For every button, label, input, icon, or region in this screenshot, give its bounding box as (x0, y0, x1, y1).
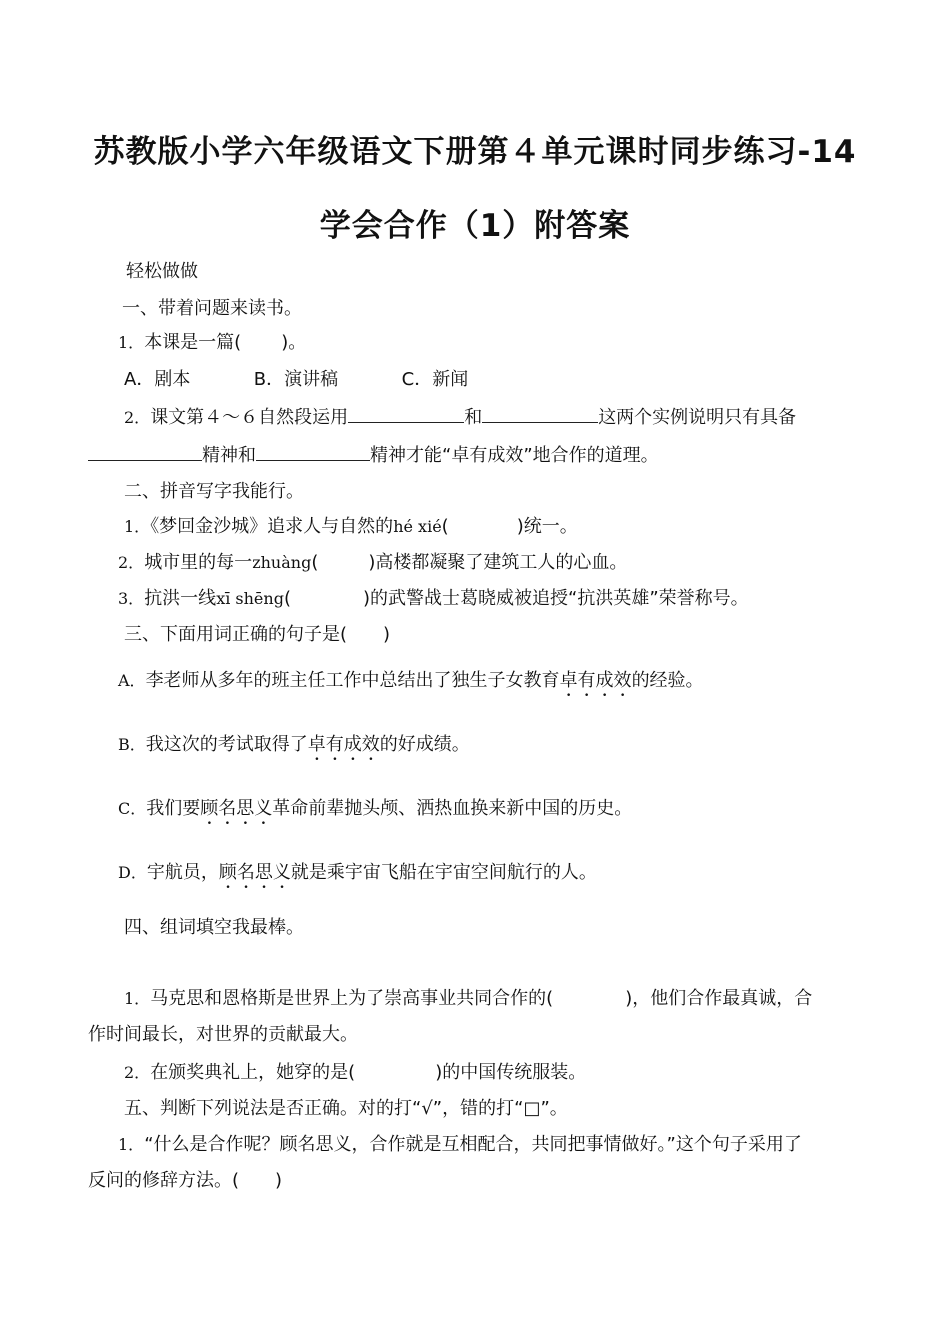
s5-question-1-cont[interactable]: 反问的修辞方法。( ) (88, 1170, 283, 1191)
s3-option-a[interactable]: A．李老师从多年的班主任工作中总结出了独生子女教育卓有成效的经验。 (118, 670, 704, 691)
dotted-phrase: 卓有成效 (307, 734, 380, 755)
option-a[interactable]: A．剧本 (124, 369, 191, 390)
fill-blank[interactable] (88, 442, 202, 461)
s2-question-3: 3．抗洪一线xī shēng( )的武警战士葛晓威被追授“抗洪英雄”荣誉称号。 (118, 588, 749, 609)
fill-blank[interactable] (256, 442, 370, 461)
s3-option-b[interactable]: B．我这次的考试取得了卓有成效的好成绩。 (118, 734, 470, 755)
section-5-heading: 五、判断下列说法是否正确。对的打“√”，错的打“□”。 (124, 1098, 568, 1119)
section-1-heading: 一、带着问题来读书。 (122, 298, 302, 319)
s1-question-1: 1．本课是一篇( )。 (118, 332, 307, 353)
dotted-phrase: 顾名思义 (218, 862, 291, 883)
s3-option-c[interactable]: C．我们要顾名思义革命前辈抛头颅、洒热血换来新中国的历史。 (118, 798, 633, 819)
s1-options (124, 368, 468, 392)
s5-question-1: 1．“什么是合作呢？顾名思义，合作就是互相配合，共同把事情做好。”这个句子采用了 (118, 1134, 802, 1155)
page-title-line1: 苏教版小学六年级语文下册第４单元课时同步练习-14 (93, 134, 857, 170)
dotted-phrase: 卓有成效 (559, 670, 632, 691)
section-4-heading: 四、组词填空我最棒。 (124, 917, 304, 938)
s4-question-1-cont: 作时间最长，对世界的贡献最大。 (88, 1024, 358, 1045)
s1-question-2-cont: 精神和 精神才能“卓有成效”地合作的道理。 (88, 442, 659, 468)
dotted-phrase: 顾名思义 (200, 798, 273, 819)
section-2-heading: 二、拼音写字我能行。 (124, 481, 304, 502)
s1-question-2: 2．课文第４～６自然段运用 和 这两个实例说明只有具备 (124, 404, 796, 430)
option-c[interactable]: C．新闻 (401, 369, 469, 390)
s2-question-2: 2．城市里的每一zhuàng( )高楼都凝聚了建筑工人的心血。 (118, 552, 628, 573)
section-label: 轻松做做 (126, 261, 198, 282)
fill-blank[interactable] (482, 404, 598, 423)
s3-option-d[interactable]: D．宇航员，顾名思义就是乘宇宙飞船在宇宙空间航行的人。 (118, 862, 597, 883)
s2-question-1: 1．《梦回金沙城》追求人与自然的hé xié( )统一。 (124, 516, 578, 537)
page-title-line2: 学会合作（1）附答案 (319, 208, 631, 244)
s4-question-1: 1．马克思和恩格斯是世界上为了崇高事业共同合作的( )，他们合作最真诚，合 (124, 988, 813, 1009)
s4-question-2: 2．在颁奖典礼上，她穿的是( )的中国传统服装。 (124, 1062, 587, 1083)
fill-blank[interactable] (348, 404, 464, 423)
section-3-heading: 三、下面用词正确的句子是( ) (124, 624, 391, 645)
option-b[interactable]: B．演讲稿 (253, 369, 339, 390)
